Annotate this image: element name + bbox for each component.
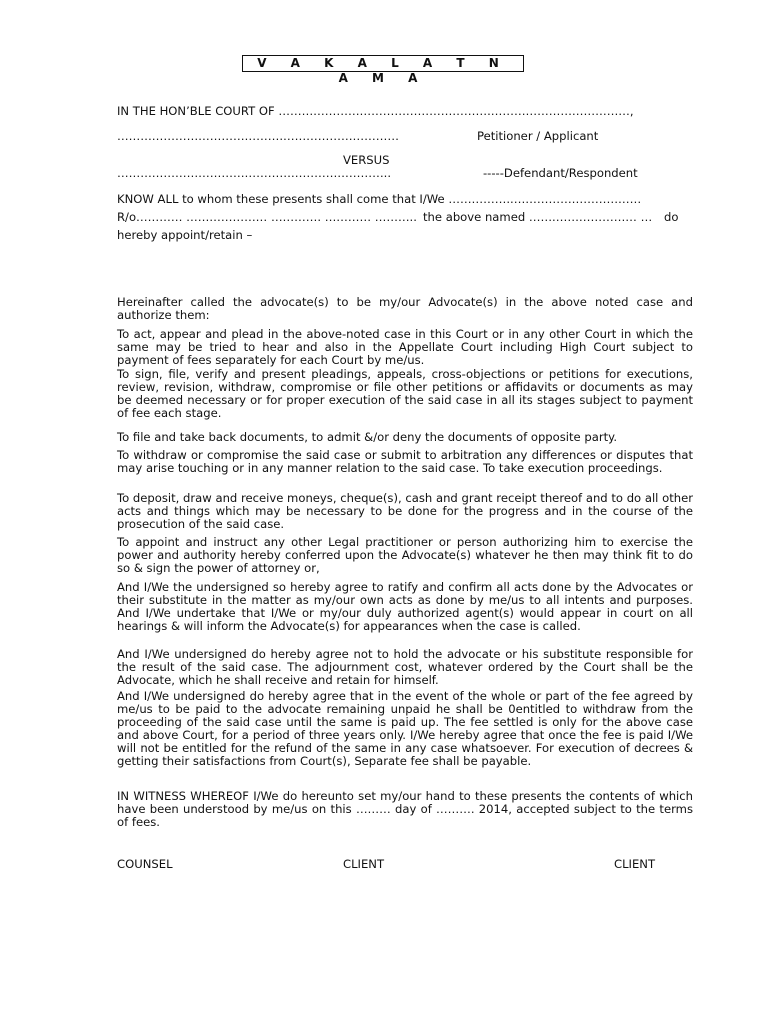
paragraph-appear-plead: To act, appear and plead in the above-noted case in this Court or in any other Court in which the same may be tried to hear and also in the Appellate Court including High Court subject to payment of fees separately for each Court by me/us. [117,327,693,367]
paragraph-appoint-practitioner: To appoint and instruct any other Legal practitioner or person authorizing him to exercise the power and authority hereby conferred upon the Advocate(s) whatever he then may think fit to do so & sign the power of attorney or, [117,535,693,575]
do-word: do [664,210,679,224]
paragraph-deposit: To deposit, draw and receive moneys, cheque(s), cash and grant receipt thereof and to do all other acts and things which may be necessary to be done for the progress and in the course of the prosecution of the said case. [117,491,693,531]
appoint-line: hereby appoint/retain – [117,228,253,242]
court-line: IN THE HON’BLE COURT OF ……………………………………………….………………………………, [117,104,634,118]
residence-line: R/o………… ………………… …………. ………… ……….. [117,210,417,224]
signature-counsel: COUNSEL [117,857,173,871]
versus-label: VERSUS [343,153,390,167]
signature-client-1: CLIENT [343,857,385,871]
petitioner-label: Petitioner / Applicant [477,129,599,143]
paragraph-authorization: Hereinafter called the advocate(s) to be my/our Advocate(s) in the above noted case and authorize them: [117,295,693,322]
defendant-label: -----Defendant/Respondent [483,166,638,180]
paragraph-witness: IN WITNESS WHEREOF I/We do hereunto set my/our hand to these presents the contents of which have been understood by me/us on this ……… day of ………. 2014, accepted subject to the terms of fees. [117,789,693,829]
document-title: V A K A L A T N A M A [242,55,524,72]
paragraph-withdraw: To withdraw or compromise the said case or submit to arbitration any differences or disputes that may arise touching or in any manner relation to the said case. To take execution proceedings. [117,448,693,475]
paragraph-documents: To file and take back documents, to admit &/or deny the documents of opposite party. [117,430,618,444]
signature-client-2: CLIENT [614,857,656,871]
paragraph-sign-file: To sign, file, verify and present pleadings, appeals, cross-objections or petitions for executions, review, revision, withdraw, compromise or file other petitions or affidavits or documents as may be deemed necessary or for proper execution of the said case in all its stages subject to payment of fee each stage. [117,367,693,420]
paragraph-fee: And I/We undersigned do hereby agree that in the event of the whole or part of the fee agreed by me/us to be paid to the advocate remaining unpaid he shall be 0entitled to withdraw from the proceeding of the said case until the same is paid up. The fee settled is only for the above case and above Court, for a period of three years only. I/We hereby agree that once the fee is paid I/We will not be entitled for the refund of the same in any case whatsoever. For execution of decrees & getting their satisfactions from Court(s), Separate fee shall be payable. [117,689,693,768]
paragraph-ratify: And I/We the undersigned so hereby agree to ratify and confirm all acts done by the Advocates or their substitute in the matter as my/our own acts as done by me/us to all intents and purposes. And I/We undertake that I/We or my/our duly authorized agent(s) would appear in court on all hearings & will inform the Advocate(s) for appearances when the case is called. [117,580,693,633]
paragraph-not-responsible: And I/We undersigned do hereby agree not to hold the advocate or his substitute responsible for the result of the said case. The adjournment cost, whatever ordered by the Court shall be the Advocate, which he shall receive and retain for himself. [117,647,693,687]
defendant-blank: …………………………………………………………….. [117,166,392,180]
petitioner-blank: …………………………………….………………………… [117,129,399,143]
know-all-line: KNOW ALL to whom these presents shall come that I/We ……………..…………………………… [117,192,642,206]
above-named-line: the above named …….………………… … [423,210,653,224]
